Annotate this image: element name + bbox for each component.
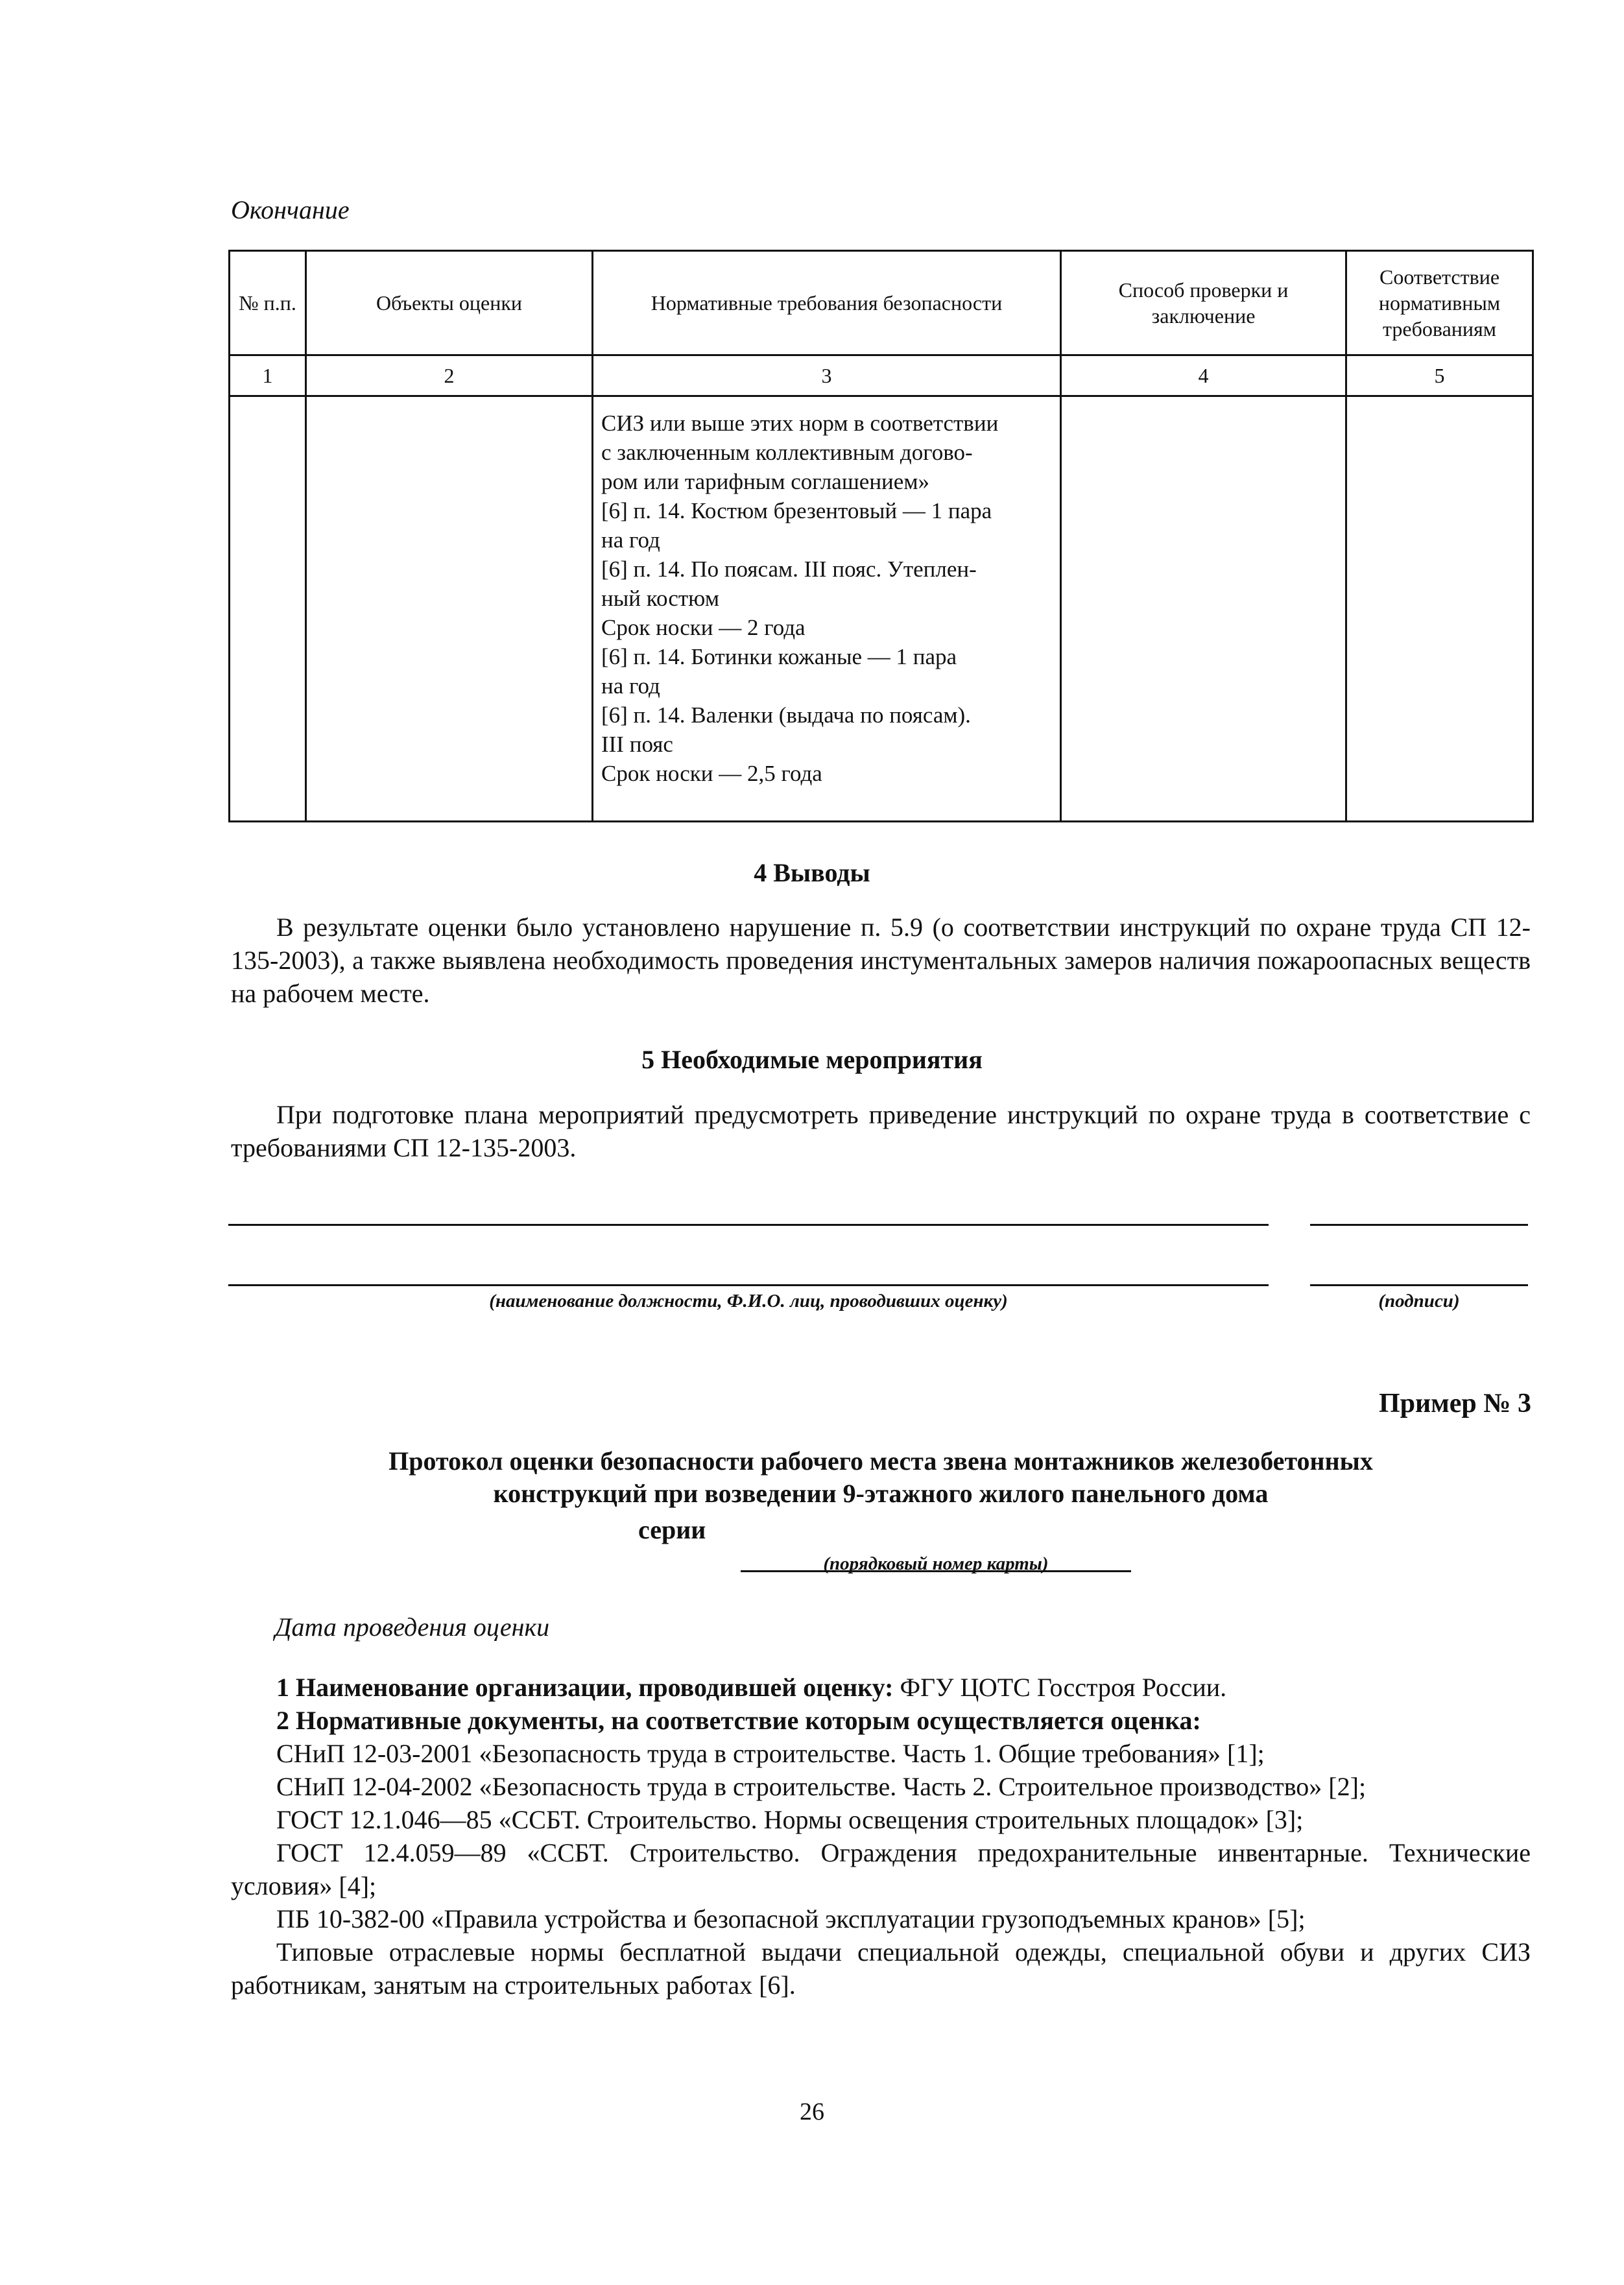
- signature-sign-line: [1310, 1284, 1528, 1286]
- series-caption: (порядковый номер карты): [823, 1553, 1049, 1574]
- header-compliance: Соответствие нормативным требованиям: [1346, 251, 1533, 355]
- requirement-line: на год: [601, 673, 660, 699]
- example-label: Пример № 3: [1378, 1389, 1531, 1418]
- signature-sign-line: [1310, 1224, 1528, 1226]
- requirement-line: [6] п. 14. Валенки (выдача по поясам).: [601, 702, 971, 728]
- protocol-title-line2: конструкций при возведении 9-этажного жилого панельного дома: [493, 1479, 1269, 1508]
- signature-name-caption: (наименование должности, Ф.И.О. лиц, проводивших оценку): [489, 1291, 1008, 1311]
- requirement-line: с заключенным коллективным догово-: [601, 440, 973, 465]
- series-label: серии: [638, 1515, 706, 1544]
- table-header-row: [230, 251, 1533, 355]
- measures-text: При подготовке плана мероприятий предусмотреть приведение инструкций по охране труда в соответствие с требованиями СП 12-135-2003.: [231, 1100, 1531, 1162]
- conclusions-heading: 4 Выводы: [754, 858, 870, 887]
- col-number: 4: [1061, 355, 1346, 396]
- doc-item: Типовые отраслевые нормы бесплатной выдачи специальной одежды, специальной обуви и других СИЗ работникам, занятым на строительных работах [6].: [231, 1937, 1531, 2000]
- assessment-date-label: Дата проведения оценки: [275, 1612, 550, 1642]
- doc-item: ГОСТ 12.1.046—85 «ССБТ. Строительство. Нормы освещения строительных площадок» [3];: [276, 1805, 1304, 1834]
- signature-name-line: [228, 1284, 1269, 1286]
- measures-heading: 5 Необходимые мероприятия: [641, 1045, 983, 1074]
- organization-item: [231, 1671, 1531, 1704]
- cell-requirements: [593, 396, 1061, 822]
- organization-item-value: ФГУ ЦОТС Госстроя России.: [893, 1673, 1227, 1702]
- cell-no: [230, 396, 306, 822]
- requirement-line: [6] п. 14. По поясам. III пояс. Утеплен-: [601, 556, 977, 582]
- page-number: 26: [800, 2098, 824, 2125]
- column-number-row: [230, 355, 1533, 396]
- signature-name-line: [228, 1224, 1269, 1226]
- requirement-line: Срок носки — 2 года: [601, 615, 806, 640]
- col-number: 5: [1346, 355, 1533, 396]
- normative-docs-heading: [231, 1704, 1531, 1737]
- requirement-line: ром или тарифным соглашением»: [601, 469, 929, 494]
- conclusions-text: В результате оценки было установлено нарушение п. 5.9 (о соответствии инструкций по охране труда СП 12-135-2003), а также выявлена необходимость проведения инстументальных замеров наличия пожароопасных веществ на рабочем месте.: [231, 913, 1531, 1008]
- normative-docs-label: 2 Нормативные документы, на соответствие которым осуществляется оценка:: [276, 1706, 1201, 1735]
- col-number: 1: [230, 355, 306, 396]
- continued-label: Окончание: [231, 195, 350, 224]
- requirement-line: на год: [601, 527, 660, 553]
- doc-item: СНиП 12-04-2002 «Безопасность труда в строительстве. Часть 2. Строительное производство» [2];: [276, 1772, 1367, 1801]
- cell-object: [306, 396, 593, 822]
- header-method: Способ проверки и заключение: [1061, 251, 1346, 355]
- col-number: 3: [593, 355, 1061, 396]
- doc-item: СНиП 12-03-2001 «Безопасность труда в строительстве. Часть 1. Общие требования» [1];: [276, 1739, 1265, 1768]
- requirements-table: [228, 250, 1534, 822]
- requirement-line: [6] п. 14. Ботинки кожаные — 1 пара: [601, 644, 957, 669]
- requirement-line: III пояс: [601, 732, 673, 757]
- signature-sign-caption: (подписи): [1378, 1291, 1460, 1311]
- protocol-title-line1: Протокол оценки безопасности рабочего места звена монтажников железобетонных: [388, 1446, 1373, 1476]
- header-no: № п.п.: [230, 251, 306, 355]
- requirement-line: ный костюм: [601, 586, 719, 611]
- requirement-line: Срок носки — 2,5 года: [601, 761, 822, 786]
- header-requirements: Нормативные требования безопасности: [593, 251, 1061, 355]
- col-number: 2: [306, 355, 593, 396]
- doc-item: ГОСТ 12.4.059—89 «ССБТ. Строительство. Ограждения предохранительные инвентарные. Технические условия» [4];: [231, 1838, 1531, 1900]
- cell-compliance: [1346, 396, 1533, 822]
- cell-method: [1061, 396, 1346, 822]
- header-objects: Объекты оценки: [306, 251, 593, 355]
- table-row: [230, 396, 1533, 822]
- organization-item-label: 1 Наименование организации, проводившей оценку:: [276, 1673, 894, 1702]
- requirement-line: [6] п. 14. Костюм брезентовый — 1 пара: [601, 498, 992, 523]
- doc-item: ПБ 10-382-00 «Правила устройства и безопасной эксплуатации грузоподъемных кранов» [5];: [276, 1904, 1306, 1933]
- requirement-line: СИЗ или выше этих норм в соответствии: [601, 411, 999, 436]
